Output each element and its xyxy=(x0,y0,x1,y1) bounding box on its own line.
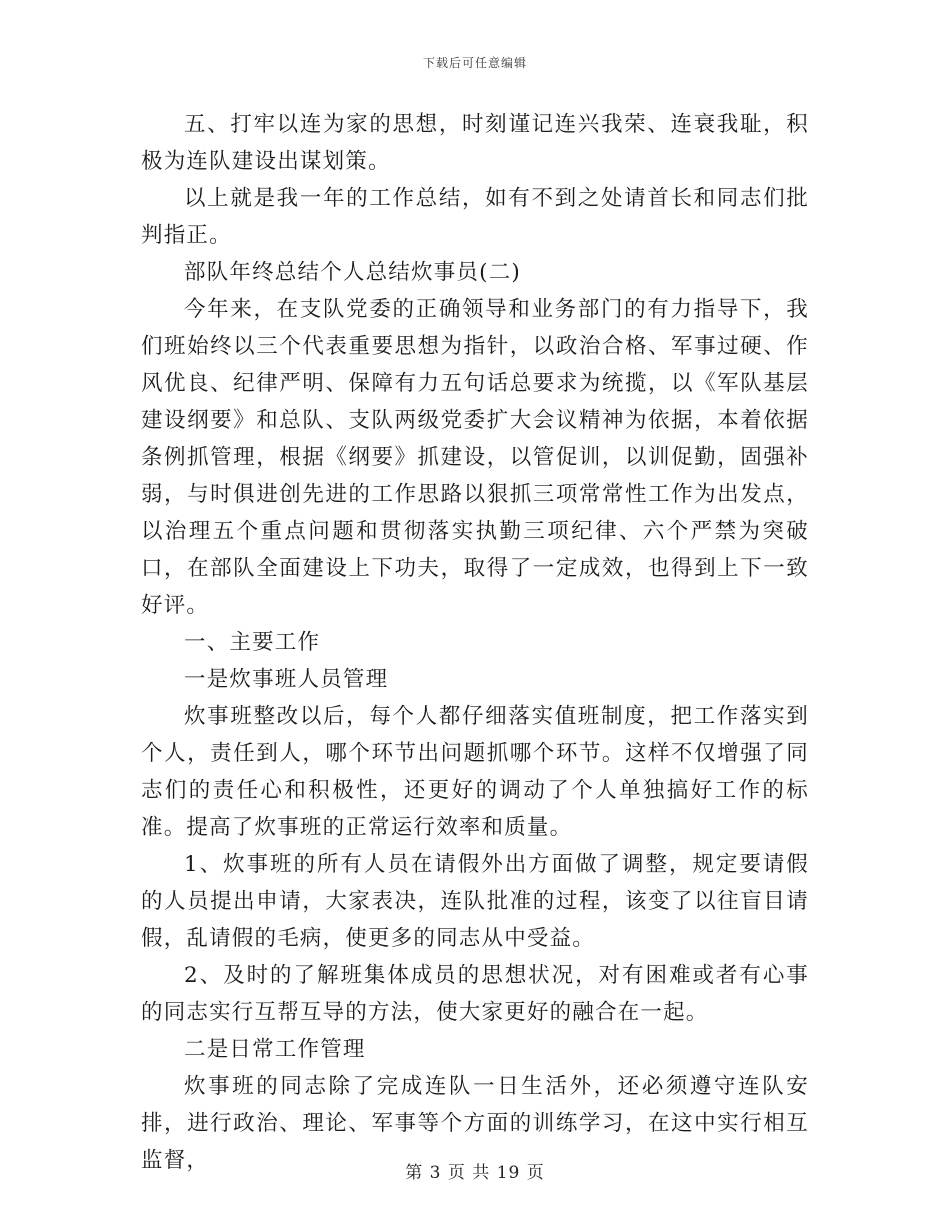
paragraph: 炊事班的同志除了完成连队一日生活外，还必须遵守连队安排，进行政治、理论、军事等个方面的训练学习，在这中实行相互监督， xyxy=(141,1074,809,1173)
paragraph: 1、炊事班的所有人员在请假外出方面做了调整，规定要请假的人员提出申请，大家表决，连队批准的过程，该变了以往盲目请假，乱请假的毛病，使更多的同志从中受益。 xyxy=(141,852,809,951)
page-header: 下载后可任意编辑 xyxy=(422,56,527,70)
section-heading: 一、主要工作 xyxy=(184,630,321,655)
paragraph: 以上就是我一年的工作总结，如有不到之处请首长和同志们批判指正。 xyxy=(141,186,809,248)
paragraph: 五、打牢以连为家的思想，时刻谨记连兴我荣、连衰我耻，积极为连队建设出谋划策。 xyxy=(141,112,809,174)
paragraph: 今年来，在支队党委的正确领导和业务部门的有力指导下，我们班始终以三个代表重要思想为指针，以政治合格、军事过硬、作风优良、纪律严明、保障有力五句话总要求为统揽，以《军队基层建设纲要》和总队、支队两级党委扩大会议精神为依据，本着依据条例抓管理，根据《纲要》抓建设，以管促训，以训促勤，固强补弱，与时俱进创先进的工作思路以狠抓三项常常性工作为出发点，以治理五个重点问题和贯彻落实执勤三项纪律、六个严禁为突破口，在部队全面建设上下功夫，取得了一定成效，也得到上下一致好评。 xyxy=(141,297,809,618)
page-number: 第 3 页 共 19 页 xyxy=(405,1163,545,1183)
paragraph: 2、及时的了解班集体成员的思想状况，对有困难或者有心事的同志实行互帮互导的方法，使大家更好的融合在一起。 xyxy=(141,963,809,1025)
paragraph: 炊事班整改以后，每个人都仔细落实值班制度，把工作落实到个人，责任到人，哪个环节出问题抓哪个环节。这样不仅增强了同志们的责任心和积极性，还更好的调动了个人单独搞好工作的标准。提高了炊事班的正常运行效率和质量。 xyxy=(141,704,809,840)
document-body xyxy=(141,106,809,1179)
section-title: 部队年终总结个人总结炊事员(二) xyxy=(184,260,521,285)
subsection-heading: 二是日常工作管理 xyxy=(184,1037,366,1062)
subsection-heading: 一是炊事班人员管理 xyxy=(184,667,389,692)
